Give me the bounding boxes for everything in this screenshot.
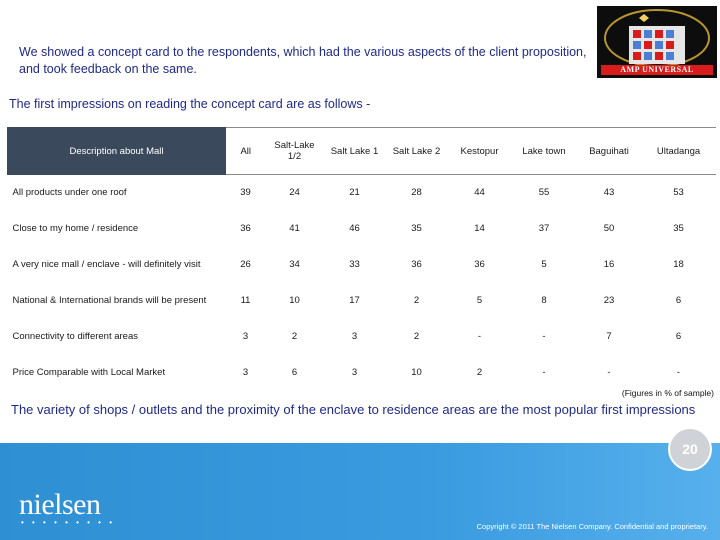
table-cell: 36 [411, 259, 422, 270]
table-cell: 6 [675, 295, 682, 306]
table-cell: 24 [289, 187, 300, 199]
feedback-table [7, 127, 716, 391]
table-cell: 26 [240, 259, 251, 270]
table-cell: 21 [349, 187, 360, 199]
page-number: 20 [668, 427, 712, 471]
column-header-ultadanga: Ultadanga [642, 128, 716, 175]
table-cell: 34 [289, 259, 300, 270]
table-cell: - [542, 331, 546, 342]
table-row [8, 175, 716, 211]
table-cell: 28 [411, 187, 422, 199]
table-cell: 5 [476, 295, 483, 306]
table-cell: 3 [242, 367, 249, 378]
table-row [8, 283, 716, 319]
table-cell: - [542, 367, 546, 378]
row-label: National & International brands will be present [12, 295, 207, 306]
column-header-lake-town: Lake town [512, 128, 577, 175]
row-label: Connectivity to different areas [12, 331, 139, 342]
table-cell: 18 [673, 259, 684, 270]
figures-note: (Figures in % of sample) [621, 388, 714, 398]
table-cell: 11 [240, 295, 251, 306]
table-cell: 53 [673, 187, 684, 199]
column-header-baguihati: Baguihati [577, 128, 642, 175]
row-label: Close to my home / residence [12, 223, 139, 234]
table-cell: 5 [541, 259, 547, 270]
table-cell: 41 [289, 223, 300, 234]
intro-text: We showed a concept card to the respondents, which had the various aspects of the client proposition, and took feedback on the same. [19, 45, 587, 76]
table-cell: 3 [242, 331, 249, 342]
row-label: A very nice mall / enclave - will definitely visit [12, 259, 201, 270]
table-cell: 2 [476, 367, 483, 378]
table-cell: 36 [240, 223, 251, 234]
logo-text: AMP UNIVERSAL [601, 65, 713, 75]
table-cell: 2 [413, 331, 420, 342]
column-header-all: All [226, 128, 266, 175]
row-label: Price Comparable with Local Market [12, 367, 166, 378]
table-cell: 8 [541, 295, 547, 306]
row-label: All products under one roof [12, 187, 127, 199]
table-cell: 10 [289, 295, 300, 306]
table-row [8, 211, 716, 247]
table-cell: - [477, 331, 482, 342]
table-cell: - [676, 367, 681, 378]
table-cell: 33 [349, 259, 360, 270]
table-cell: 50 [603, 223, 615, 234]
column-header-description: Description about Mall [8, 128, 226, 175]
table-row [8, 247, 716, 283]
table-cell: 2 [291, 331, 298, 342]
table-cell: 35 [673, 223, 684, 234]
table-row [8, 319, 716, 355]
table-cell: 37 [538, 223, 550, 234]
table-cell: 7 [606, 331, 612, 342]
table-cell: 2 [413, 295, 420, 306]
copyright-text: Copyright © 2011 The Nielsen Company. Confidential and proprietary. [476, 522, 708, 531]
table-cell: 39 [240, 187, 251, 199]
client-logo [597, 6, 717, 78]
table-intro: The first impressions on reading the concept card are as follows - [9, 97, 371, 111]
nielsen-logo: nielsen [19, 488, 101, 521]
table-cell: 35 [411, 223, 422, 234]
table-cell: 16 [603, 259, 615, 270]
column-header-salt-lake-2: Salt Lake 2 [386, 128, 448, 175]
table-cell: 6 [291, 367, 298, 378]
table-row [8, 355, 716, 391]
table-cell: - [607, 367, 611, 378]
table-header-row [8, 128, 716, 175]
table-cell: 6 [675, 331, 682, 342]
table-cell: 17 [349, 295, 360, 306]
table-cell: 43 [603, 187, 615, 199]
logo-dots: • • • • • • • • • [21, 518, 115, 527]
column-header-salt-lake-1: Salt Lake 1 [324, 128, 386, 175]
table-cell: 3 [351, 331, 358, 342]
table-cell: 36 [474, 259, 485, 270]
table-cell: 3 [351, 367, 358, 378]
table-cell: 10 [411, 367, 422, 378]
table-cell: 14 [474, 223, 485, 234]
column-header-kestopur: Kestopur [448, 128, 512, 175]
conclusion-text: The variety of shops / outlets and the proximity of the enclave to residence areas are the most popular first impressions [11, 402, 696, 417]
table-cell: 23 [603, 295, 615, 306]
table-cell: 46 [349, 223, 360, 234]
column-header-salt-lake-1-2: Salt-Lake 1/2 [266, 128, 324, 175]
table-cell: 44 [474, 187, 485, 199]
table-cell: 55 [538, 187, 550, 199]
